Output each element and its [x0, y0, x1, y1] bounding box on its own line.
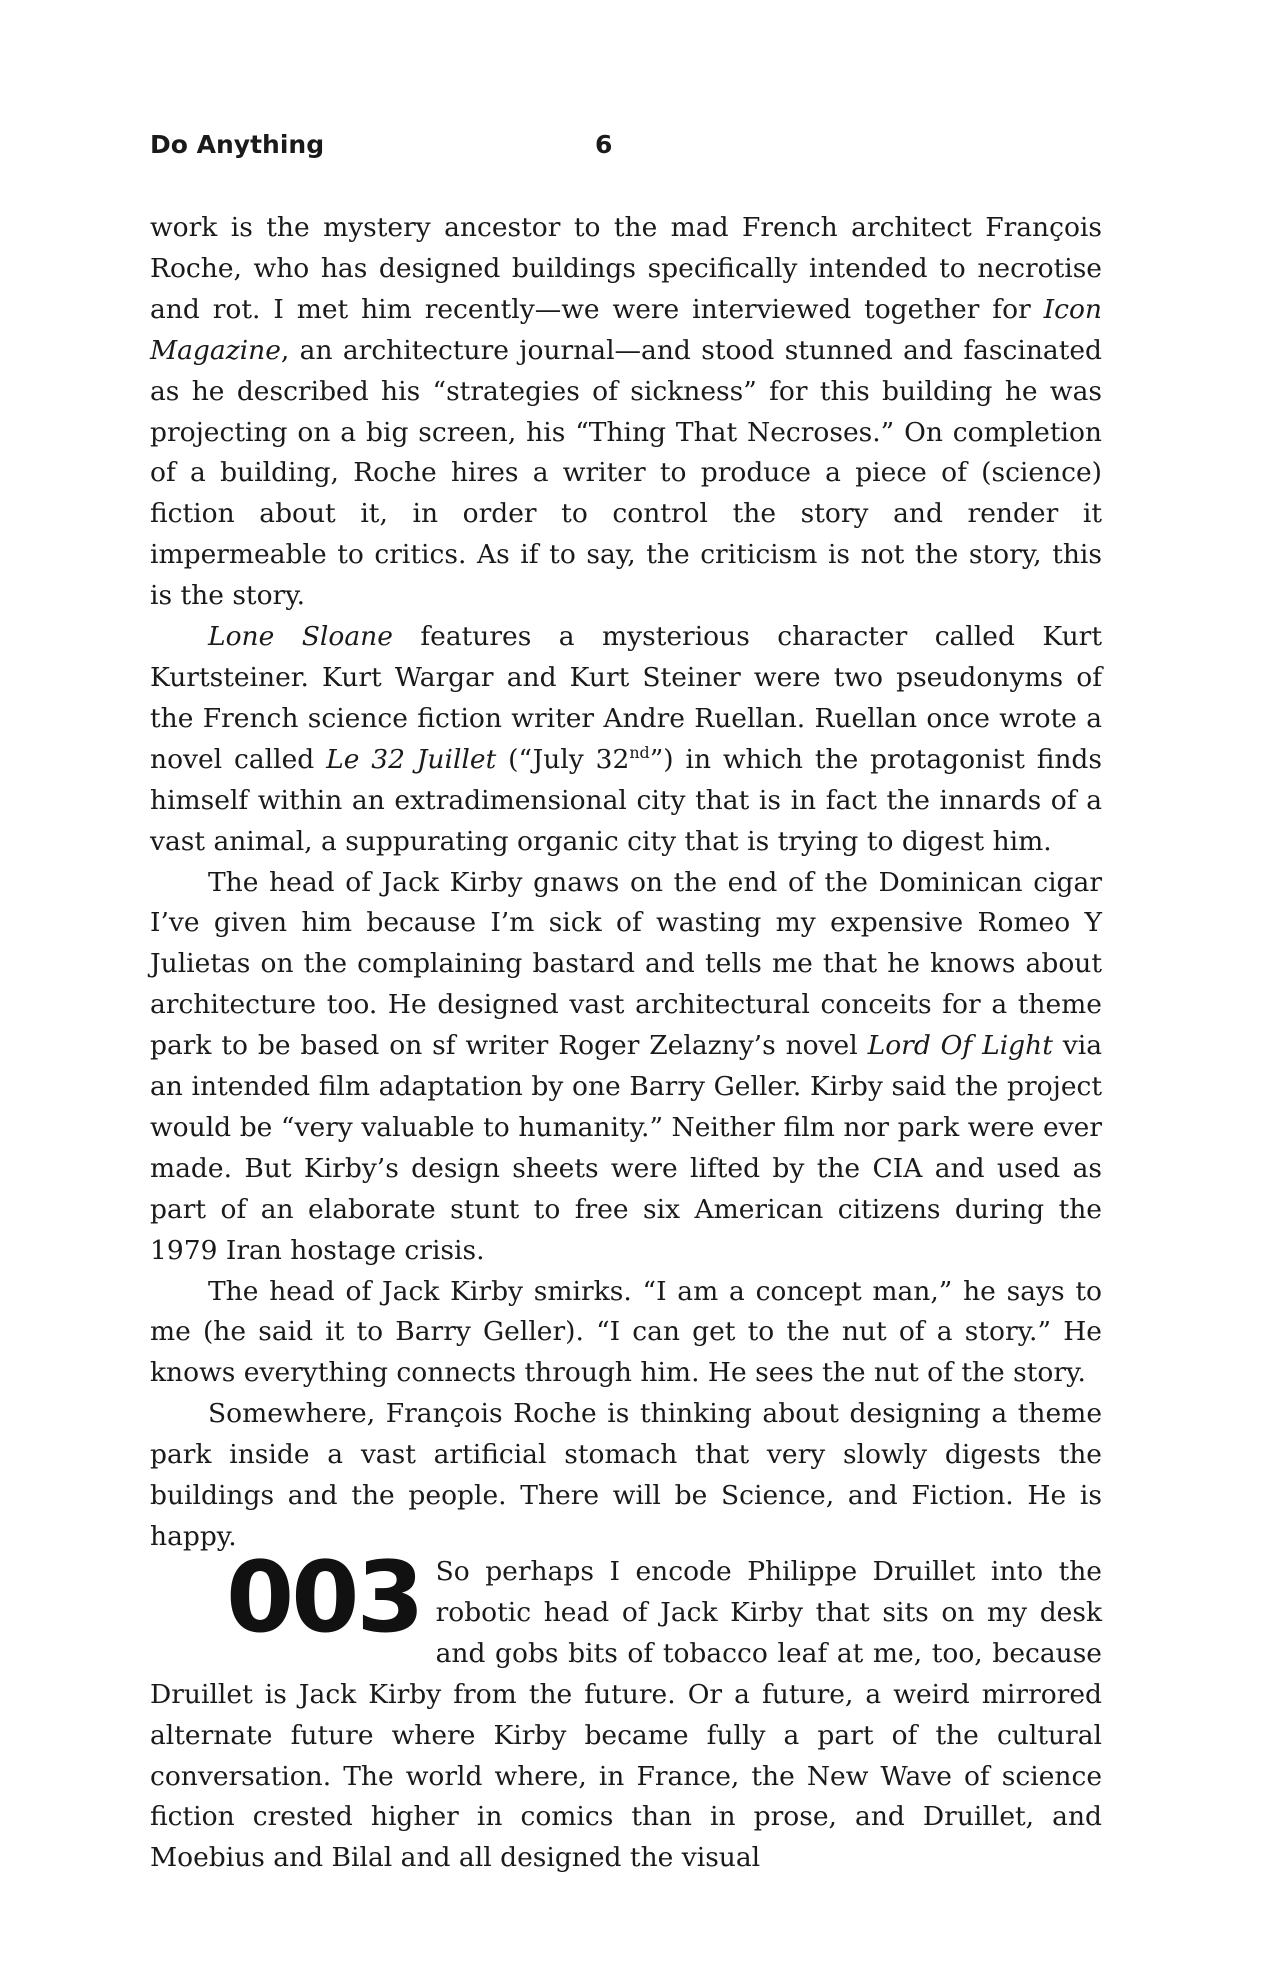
paragraph-2-text-b: features a mysterious character called Kurt Kurtsteiner. Kurt Wargar and Kurt Steiner were two pseudonyms of the French science fiction writer Andre Ruellan. Ruellan once wrote a novel called — [150, 621, 1102, 775]
paragraph-3 — [150, 863, 1102, 1272]
paragraph-5: Somewhere, François Roche is thinking about designing a theme park inside a vast artificial stomach that very slowly digests the buildings and the people. There will be Science, and Fiction. He is happy. — [150, 1398, 1102, 1552]
paragraph-3-text-c: via an intended film adaptation by one Barry Geller. Kirby said the project would be “very valuable to humanity.” Neither film nor park were ever made. But Kirby’s design sheets were lifted by the CIA and used as part of an elaborate stunt to free six American citizens during the 1979 Iran hostage crisis. — [150, 1030, 1102, 1266]
paragraph-1-text-a: work is the mystery ancestor to the mad French architect François Roche, who has designed buildings specifically intended to necrotise and rot. I met him recently—we were interviewed together for — [150, 212, 1102, 325]
paragraph-3-text-a: The head of Jack Kirby gnaws on the end of the Dominican cigar I’ve given him because I’m sick of wasting my expensive Romeo Y Julietas on the complaining bastard and tells me that he knows about architecture too. He designed vast architectural conceits for a theme park to be based on sf writer Roger Zelazny’s novel — [150, 866, 1102, 1062]
book-title: Do Anything — [150, 130, 325, 159]
paragraph-2-text-f: ”) in which the protagonist finds himself within an extradimensional city that is in fact the innards of a vast animal, a suppurating organic city that is trying to digest him. — [150, 743, 1102, 857]
section-number: 003 — [226, 1541, 422, 1655]
paragraph-4: The head of Jack Kirby smirks. “I am a concept man,” he says to me (he said it to Barry Geller). “I can get to the nut of a story.” He knows everything connects through him. He sees the nut of the story. — [150, 1275, 1102, 1389]
paragraph-2-italic-title: Lone Sloane — [208, 621, 393, 653]
paragraph-2-superscript: nd — [629, 742, 650, 762]
paragraph-2-text-d: (“July 32 — [496, 743, 630, 775]
paragraph-1-italic-title: Icon Magazine — [150, 293, 1102, 366]
paragraph-2 — [150, 617, 1102, 862]
paragraph-3-italic-novel: Lord Of Light — [867, 1030, 1053, 1062]
body-text — [150, 208, 1102, 1558]
section-003-text: So perhaps I encode Philippe Druillet into the robotic head of Jack Kirby that sits on my desk and gobs bits of tobacco leaf at me, too, because Druillet is Jack Kirby from the future. Or a future, a weird mirrored alternate future where Kirby became fully a part of the cultural conversation. The world where, in France, the New Wave of science fiction crested higher in comics than in prose, and Druillet, and Moebius and Bilal and all designed the visual — [150, 1556, 1102, 1874]
page-number: 6 — [595, 130, 613, 159]
paragraph-1 — [150, 208, 1102, 617]
paragraph-1-text-c: , an architecture journal—and stood stunned and fascinated as he described his “strategies of sickness” for this building he was projecting on a big screen, his “Thing That Necroses.” On completion of a building, Roche hires a writer to produce a piece of (science) fiction about it, in order to control the story and render it impermeable to critics. As if to say, the criticism is not the story, this is the story. — [150, 334, 1102, 612]
paragraph-2-italic-novel: Le 32 Juillet — [326, 743, 497, 775]
running-head — [150, 130, 650, 170]
section-003 — [150, 1541, 1102, 1879]
